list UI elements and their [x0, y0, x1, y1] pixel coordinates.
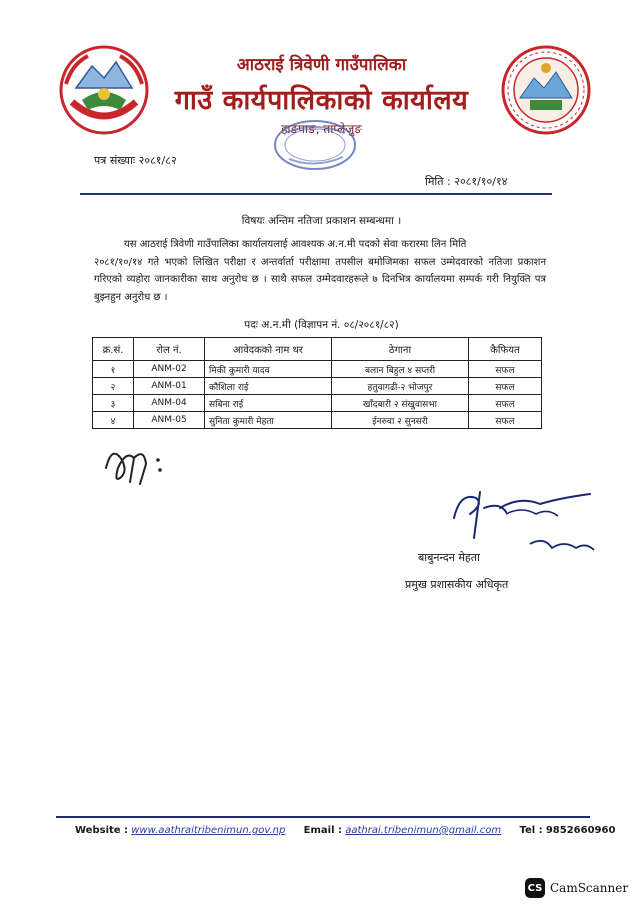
cell-sn: ४: [93, 412, 134, 429]
body-rest: २०८१/१०/१४ गते भएको लिखित परीक्षा र अन्तर्वार्ता परीक्षामा तपसील बमोजिमका सफल उम्मेदवारको नतिजा प्रकाशन गरिएको व्यहोरा जानकारीका साथ अनुरोध छ । साथै सफल उम्मेदवारहरूले ७ दिनभित्र कार्यालयमा सम्पर्क गरी नियुक्ति पत्र बुझ्नहुन अनुरोध छ ।: [94, 256, 546, 303]
municipality-name: आठराई त्रिवेणी गाउँपालिका: [236, 55, 407, 75]
camscanner-watermark: [525, 878, 628, 898]
cell-remarks: सफल: [469, 395, 542, 412]
cell-remarks: सफल: [469, 412, 542, 429]
office-address: हाङपाङ, ताप्लेजुङ: [281, 122, 362, 136]
email-label: Email :: [303, 825, 343, 836]
tel-number: 9852660960: [545, 825, 616, 836]
header-divider: [80, 193, 552, 195]
office-title: गाउँ कार्यपालिकाको कार्यालय: [174, 85, 469, 116]
officer-name: बाबुनन्दन मेहता: [418, 551, 480, 564]
handwritten-initials: [100, 438, 180, 488]
table-row: [93, 395, 542, 412]
cell-roll: ANM-02: [134, 361, 205, 378]
email-link[interactable]: aathrai.tribenimun@gmail.com: [345, 825, 502, 836]
camscanner-label: CamScanner: [550, 881, 629, 895]
letter-body: [94, 236, 546, 306]
website-link[interactable]: www.aathraitribenimun.gov.np: [131, 825, 286, 836]
tel-label: Tel :: [519, 825, 543, 836]
cell-name: कौशिला राई: [205, 378, 332, 395]
table-row: [93, 378, 542, 395]
letter-date: मिति : २०८१/१०/१४: [425, 175, 508, 188]
table-row: [93, 412, 542, 429]
table-header-row: [93, 338, 542, 361]
municipality-seal-icon: [500, 44, 592, 136]
post-line: पदः अ.न.मी (विज्ञापन नं. ०८/२०८१/८२): [244, 319, 399, 331]
cell-remarks: सफल: [469, 361, 542, 378]
officer-title: प्रमुख प्रशासकीय अधिकृत: [405, 578, 509, 591]
cell-address: हतुवागढी-२ भोजपुर: [332, 378, 469, 395]
cell-name: सबिना राई: [205, 395, 332, 412]
cell-roll: ANM-04: [134, 395, 205, 412]
cell-remarks: सफल: [469, 378, 542, 395]
cell-roll: ANM-01: [134, 378, 205, 395]
results-table: [92, 337, 542, 429]
cell-sn: ३: [93, 395, 134, 412]
cell-address: खाँदबारी २ संखुवासभा: [332, 395, 469, 412]
cell-sn: १: [93, 361, 134, 378]
header-roll: रोल नं.: [134, 338, 205, 361]
table-row: [93, 361, 542, 378]
website-label: Website :: [75, 825, 129, 836]
header-sn: क्र.सं.: [93, 338, 134, 361]
cell-roll: ANM-05: [134, 412, 205, 429]
cell-name: सुनिता कुमारी मेहता: [205, 412, 332, 429]
reference-number: पत्र संख्याः २०८१/८२: [94, 154, 177, 167]
cell-sn: २: [93, 378, 134, 395]
cell-name: मिकी कुमारी यादव: [205, 361, 332, 378]
cell-address: बलान बिहुल ४ सप्तरी: [332, 361, 469, 378]
header-name: आवेदकको नाम थर: [205, 338, 332, 361]
footer-divider: [56, 816, 590, 818]
footer: [75, 825, 615, 836]
camscanner-icon: CS: [525, 878, 545, 898]
letter-subject: विषयः अन्तिम नतिजा प्रकाशन सम्बन्धमा ।: [241, 215, 402, 227]
header-remarks: कैफियत: [469, 338, 542, 361]
body-line-1: यस आठराई त्रिवेणी गाउँपालिका कार्यालयलाई आवश्यक अ.न.मी पदको सेवा करारमा लिन मिति: [124, 239, 467, 250]
cell-address: ईनरुवा २ सुनसरी: [332, 412, 469, 429]
header-address: ठेगाना: [332, 338, 469, 361]
office-stamp-icon: [255, 113, 365, 183]
